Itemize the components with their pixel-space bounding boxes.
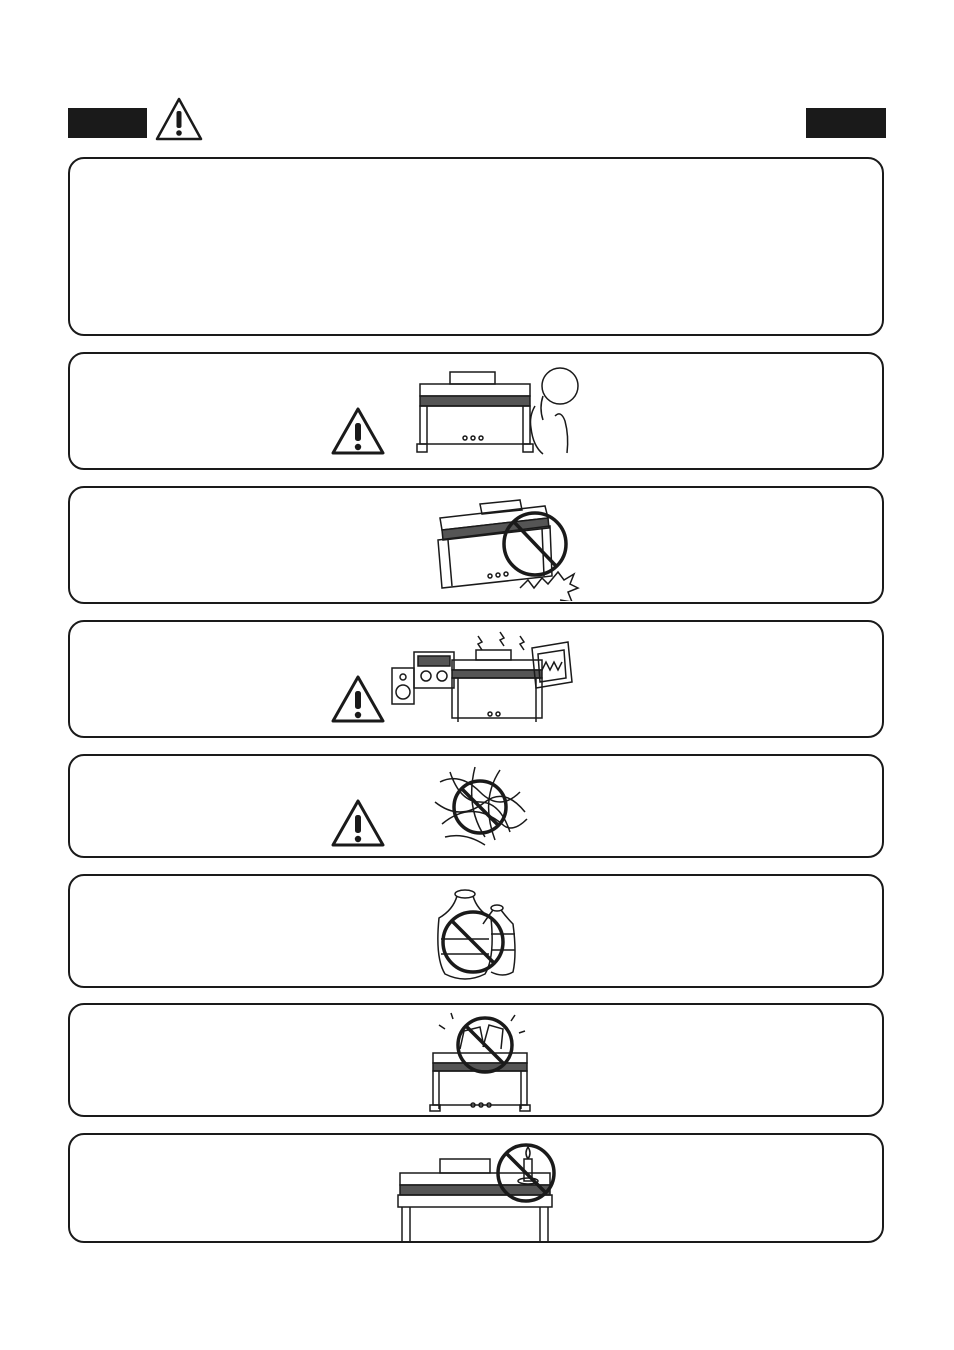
piano-radio-tv-illustration bbox=[390, 630, 585, 735]
heavy-objects-panel bbox=[68, 1003, 884, 1117]
warning-triangle-icon bbox=[330, 406, 386, 456]
piano-tilted-illustration bbox=[420, 496, 595, 601]
tangled-cord-illustration bbox=[430, 762, 530, 852]
header-label-left bbox=[68, 108, 147, 138]
warning-triangle-icon bbox=[330, 674, 386, 724]
vase-containers-illustration bbox=[435, 884, 525, 984]
warning-triangle-icon bbox=[330, 798, 386, 848]
prohibition-icon bbox=[454, 781, 506, 833]
power-outlet-panel bbox=[68, 352, 884, 470]
piano-heavy-objects-illustration bbox=[425, 1009, 535, 1117]
intro-panel bbox=[68, 157, 884, 336]
piano-plug-hand-illustration bbox=[415, 366, 595, 461]
interference-panel bbox=[68, 620, 884, 738]
piano-candle-illustration bbox=[388, 1139, 563, 1243]
uneven-floor-panel bbox=[68, 486, 884, 604]
prohibition-icon bbox=[443, 912, 503, 972]
power-cord-panel bbox=[68, 754, 884, 858]
liquids-panel bbox=[68, 874, 884, 988]
warning-triangle-icon bbox=[155, 96, 203, 142]
open-flame-panel bbox=[68, 1133, 884, 1243]
header-label-right bbox=[806, 108, 886, 138]
